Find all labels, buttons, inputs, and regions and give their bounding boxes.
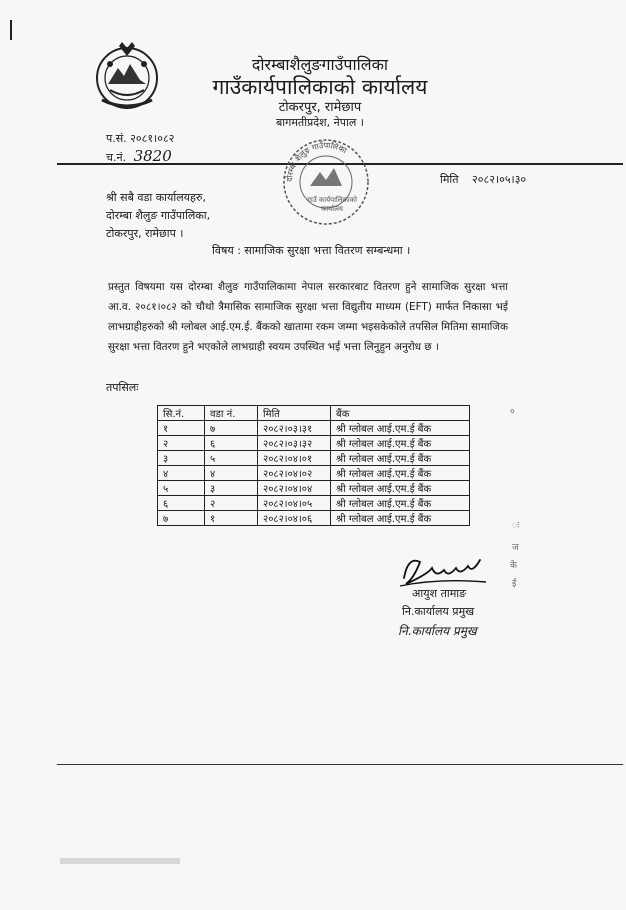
letter-number: प.सं. २०८१।०८२	[106, 132, 175, 145]
col-date: मिति	[258, 406, 331, 421]
cell-serial: २	[158, 436, 205, 451]
seal-ring-text: दोरम्बा शैलुङ गाउँपालिका	[284, 140, 349, 183]
signatory-name: आयुश तामाङ	[412, 587, 467, 600]
table-row	[158, 496, 470, 511]
cell-bank: श्री ग्लोबल आई.एम.ई बैंक	[331, 496, 470, 511]
signatory-title: नि.कार्यालय प्रमुख	[402, 605, 475, 618]
margin-mark: ०	[510, 407, 515, 417]
cell-date: २०८२।०४।०६	[258, 511, 331, 526]
cell-bank: श्री ग्लोबल आई.एम.ई बैंक	[331, 466, 470, 481]
details-label: तपसिलः	[106, 381, 139, 394]
seal-inner-text: गाउँ कार्यपालिकाको कार्यालय	[307, 196, 357, 213]
cell-bank: श्री ग्लोबल आई.एम.ई बैंक	[331, 436, 470, 451]
cell-ward: ६	[205, 436, 258, 451]
cell-ward: ४	[205, 466, 258, 481]
office-seal-icon	[280, 136, 372, 228]
cell-date: २०८२।०३।३१	[258, 421, 331, 436]
table-row	[158, 481, 470, 496]
table-row	[158, 451, 470, 466]
distribution-schedule-table	[157, 405, 470, 526]
cell-ward: ७	[205, 421, 258, 436]
office-address: टोकरपुर, रामेछाप	[278, 100, 362, 115]
cell-ward: ५	[205, 451, 258, 466]
cell-date: २०८२।०४।०१	[258, 451, 331, 466]
cell-serial: ३	[158, 451, 205, 466]
cell-serial: ४	[158, 466, 205, 481]
cell-bank: श्री ग्लोबल आई.एम.ई बैंक	[331, 481, 470, 496]
cell-ward: १	[205, 511, 258, 526]
province-country: बागमतीप्रदेश, नेपाल ।	[276, 116, 364, 129]
scan-mark	[10, 20, 12, 40]
col-serial: सि.नं.	[158, 406, 205, 421]
cell-serial: ५	[158, 481, 205, 496]
cell-serial: १	[158, 421, 205, 436]
cell-date: २०८२।०४।०५	[258, 496, 331, 511]
margin-mark: ई	[512, 579, 517, 589]
table-header-row	[158, 406, 470, 421]
date-value: २०८२।०५।३०	[472, 173, 527, 186]
table-row	[158, 511, 470, 526]
cell-date: २०८२।०३।३२	[258, 436, 331, 451]
svg-text:दोरम्बा शैलुङ गाउँपालिका	[284, 140, 349, 182]
table-row	[158, 436, 470, 451]
cell-ward: ३	[205, 481, 258, 496]
municipality-name: दोरम्बाशैलुङगाउँपालिका	[251, 55, 389, 74]
scan-smudge	[60, 858, 180, 864]
cell-ward: २	[205, 496, 258, 511]
cell-bank: श्री ग्लोबल आई.एम.ई बैंक	[331, 451, 470, 466]
margin-mark: ज	[512, 543, 519, 553]
footer-divider	[57, 764, 623, 765]
date-label: मिति	[440, 173, 459, 186]
office-name: गाउँकार्यपालिकाको कार्यालय	[212, 75, 428, 99]
letter-date	[440, 172, 526, 187]
addressee-line-1: श्री सबै वडा कार्यालयहरु,	[106, 191, 206, 204]
margin-mark: ः	[512, 521, 520, 531]
signatory-title-handwritten: नि.कार्यालय प्रमुख	[398, 624, 477, 638]
margin-mark: के	[510, 561, 517, 571]
addressee-line-2: दोरम्बा शैलुङ गाउँपालिका,	[106, 209, 211, 222]
letter-subject: विषय : सामाजिक सुरक्षा भत्ता वितरण सम्बन्धमा ।	[212, 244, 411, 257]
addressee-line-3: टोकरपुर, रामेछाप ।	[106, 227, 184, 240]
cell-serial: ६	[158, 496, 205, 511]
cell-bank: श्री ग्लोबल आई.एम.ई बैंक	[331, 421, 470, 436]
signature-icon	[398, 548, 488, 590]
col-ward: वडा नं.	[205, 406, 258, 421]
cell-serial: ७	[158, 511, 205, 526]
table-row	[158, 421, 470, 436]
cell-date: २०८२।०४।०४	[258, 481, 331, 496]
dispatch-number-handwritten: 3820	[133, 147, 172, 165]
letter-body: प्रस्तुत विषयमा यस दोरम्बा शैलुङ गाउँपालिकामा नेपाल सरकारबाट वितरण हुने सामाजिक सुरक्षा भत्ता आ.व. २०८१।०८२ को चौथो त्रैमासिक सामाजिक सुरक्षा भत्ता विद्युतीय माध्यम (EFT) मार्फत निकासा भई लाभग्राहीहरुको श्री ग्लोबल आई.एम.ई. बैंकको खातामा रकम जम्मा भइसकेकोले तपसिल मितिमा सामाजिक सुरक्षा भत्ता वितरण हुने भएकोले लाभग्राही स्वयम उपस्थित भई भत्ता लिनुहुन अनुरोध छ ।	[108, 281, 508, 353]
nepal-emblem-icon	[92, 40, 162, 112]
table-row	[158, 466, 470, 481]
cell-bank: श्री ग्लोबल आई.एम.ई बैंक	[331, 511, 470, 526]
cell-date: २०८२।०४।०२	[258, 466, 331, 481]
col-bank: बैंक	[331, 406, 470, 421]
dispatch-prefix: च.नं.	[106, 151, 127, 164]
